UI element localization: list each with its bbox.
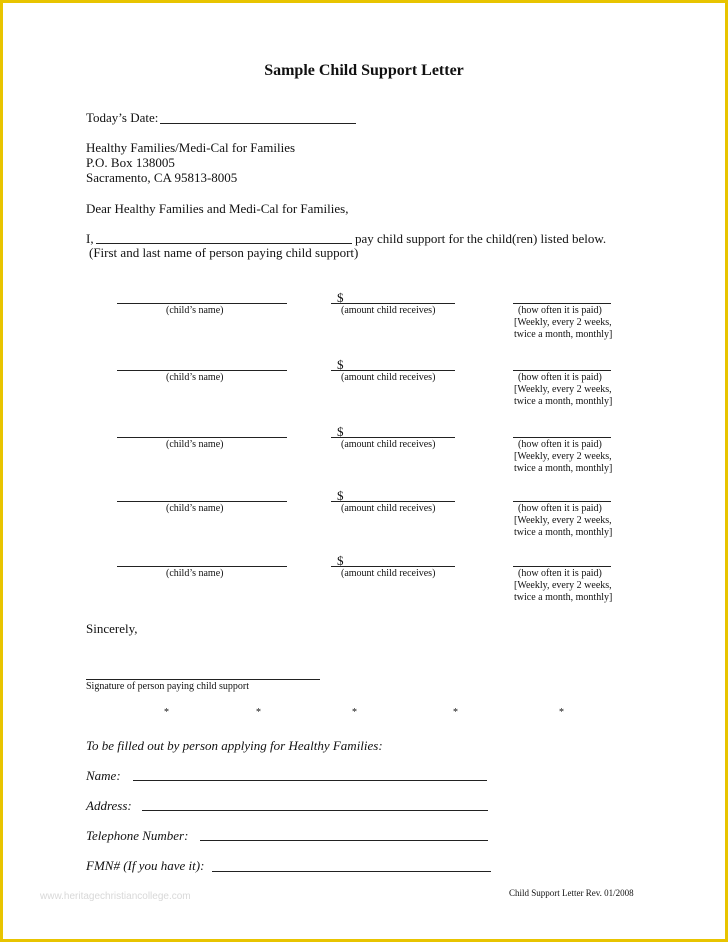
child-name-field[interactable]: [117, 566, 287, 567]
salutation: Dear Healthy Families and Medi-Cal for Families,: [86, 201, 349, 216]
separator-star: *: [453, 707, 458, 718]
address-line-1: Healthy Families/Medi-Cal for Families: [86, 140, 296, 155]
currency-symbol: $: [337, 488, 344, 503]
applicant-name-label: Name:: [86, 768, 121, 783]
frequency-hint: [Weekly, every 2 weeks,: [514, 451, 612, 462]
frequency-field[interactable]: [513, 437, 611, 438]
todays-date-field[interactable]: [160, 123, 356, 124]
frequency-label: (how often it is paid): [518, 372, 602, 383]
separator-star: *: [352, 707, 357, 718]
frequency-hint: twice a month, monthly]: [514, 396, 613, 407]
payer-name-hint: (First and last name of person paying child support): [89, 245, 359, 260]
separator-star: *: [164, 707, 169, 718]
amount-field[interactable]: [331, 303, 455, 304]
footer-revision: Child Support Letter Rev. 01/2008: [509, 888, 634, 898]
amount-label: (amount child receives): [341, 503, 436, 514]
frequency-label: (how often it is paid): [518, 439, 602, 450]
currency-symbol: $: [337, 357, 344, 372]
child-name-field[interactable]: [117, 370, 287, 371]
signature-field[interactable]: [86, 679, 320, 680]
currency-symbol: $: [337, 553, 344, 568]
currency-symbol: $: [337, 424, 344, 439]
amount-label: (amount child receives): [341, 305, 436, 316]
applicant-fmn-field[interactable]: [212, 871, 491, 872]
child-name-field[interactable]: [117, 303, 287, 304]
applicant-address-label: Address:: [86, 798, 132, 813]
frequency-hint: twice a month, monthly]: [514, 527, 613, 538]
signature-label: Signature of person paying child support: [86, 681, 250, 692]
amount-field[interactable]: [331, 437, 455, 438]
child-name-label: (child’s name): [166, 439, 224, 450]
amount-field[interactable]: [331, 501, 455, 502]
applicant-name-field[interactable]: [133, 780, 487, 781]
child-name-label: (child’s name): [166, 503, 224, 514]
frequency-hint: twice a month, monthly]: [514, 592, 613, 603]
applicant-address-field[interactable]: [142, 810, 488, 811]
child-name-label: (child’s name): [166, 372, 224, 383]
closing: Sincerely,: [86, 621, 138, 636]
child-name-field[interactable]: [117, 437, 287, 438]
frequency-hint: [Weekly, every 2 weeks,: [514, 384, 612, 395]
watermark: www.heritagechristiancollege.com: [40, 891, 191, 902]
frequency-label: (how often it is paid): [518, 305, 602, 316]
frequency-label: (how often it is paid): [518, 568, 602, 579]
frequency-hint: twice a month, monthly]: [514, 329, 613, 340]
amount-label: (amount child receives): [341, 372, 436, 383]
document-title: Sample Child Support Letter: [264, 62, 464, 79]
frequency-hint: [Weekly, every 2 weeks,: [514, 515, 612, 526]
payer-name-field[interactable]: [96, 243, 352, 244]
address-line-2: P.O. Box 138005: [86, 155, 175, 170]
frequency-field[interactable]: [513, 566, 611, 567]
child-name-field[interactable]: [117, 501, 287, 502]
frequency-label: (how often it is paid): [518, 503, 602, 514]
frequency-field[interactable]: [513, 501, 611, 502]
applicant-phone-field[interactable]: [200, 840, 488, 841]
applicant-fmn-label: FMN# (If you have it):: [86, 858, 205, 873]
frequency-hint: [Weekly, every 2 weeks,: [514, 580, 612, 591]
frequency-hint: [Weekly, every 2 weeks,: [514, 317, 612, 328]
amount-field[interactable]: [331, 370, 455, 371]
separator-star: *: [559, 707, 564, 718]
amount-field[interactable]: [331, 566, 455, 567]
statement-prefix: I,: [86, 231, 94, 246]
amount-label: (amount child receives): [341, 568, 436, 579]
separator-star: *: [256, 707, 261, 718]
todays-date-label: Today’s Date:: [86, 110, 159, 125]
frequency-hint: twice a month, monthly]: [514, 463, 613, 474]
applicant-heading: To be filled out by person applying for Healthy Families:: [86, 738, 383, 753]
amount-label: (amount child receives): [341, 439, 436, 450]
currency-symbol: $: [337, 290, 344, 305]
child-name-label: (child’s name): [166, 305, 224, 316]
frequency-field[interactable]: [513, 370, 611, 371]
address-line-3: Sacramento, CA 95813-8005: [86, 170, 238, 185]
frequency-field[interactable]: [513, 303, 611, 304]
statement-suffix: pay child support for the child(ren) listed below.: [355, 231, 607, 246]
applicant-phone-label: Telephone Number:: [86, 828, 189, 843]
child-name-label: (child’s name): [166, 568, 224, 579]
